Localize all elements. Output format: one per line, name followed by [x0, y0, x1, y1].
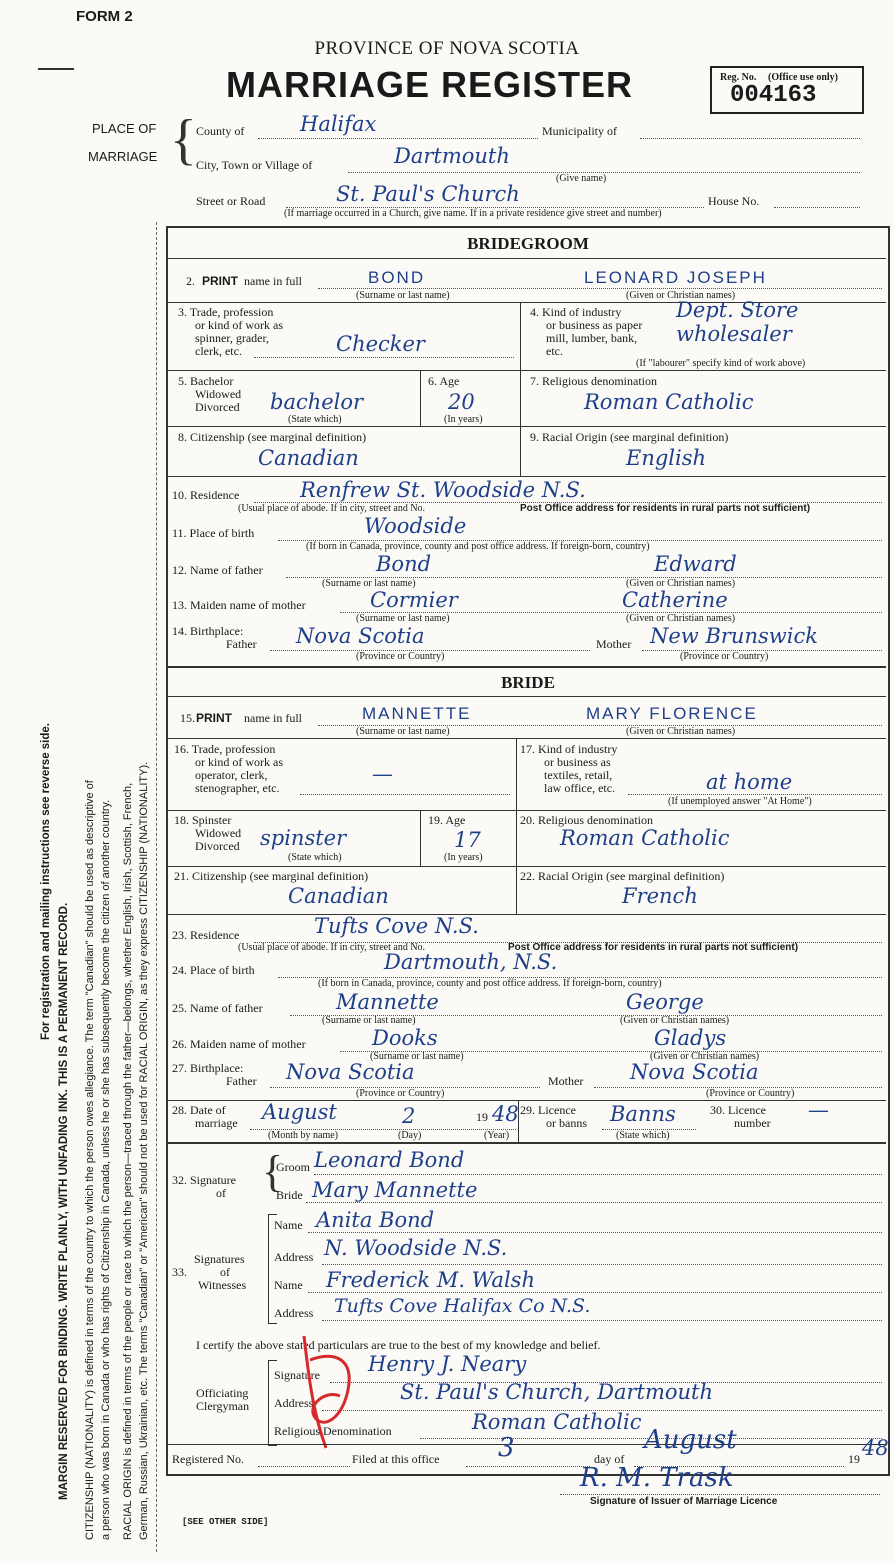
witness-1-name: Anita Bond: [316, 1208, 435, 1232]
surname-note: (Surname or last name): [370, 1051, 464, 1062]
bride-father-birthplace: Nova Scotia: [286, 1060, 415, 1084]
state-note: (State which): [288, 852, 342, 863]
f3-label-2: or kind of work as: [195, 318, 283, 332]
margin-racial-def-2: German, Russian, Ukrainian, etc. The terms "Canadian" or "American" should not be used for RACIAL ORIGIN, as they express CITIZENSHIP (NATIONALITY).: [138, 761, 150, 1540]
margin-instructions: For registration and mailing instructions see reverse side.: [40, 723, 52, 1040]
groom-heading: BRIDEGROOM: [467, 234, 589, 253]
f15-label-no: 15.: [180, 711, 195, 725]
bride-status: spinster: [260, 826, 347, 850]
groom-citizenship: Canadian: [258, 446, 359, 470]
registered-label: Registered No.: [172, 1452, 244, 1466]
place-label-2: MARRIAGE: [88, 149, 158, 164]
f33-label-3: Witnesses: [198, 1278, 247, 1292]
house-line: [774, 207, 860, 208]
bride-signature: Mary Mannette: [312, 1178, 478, 1202]
f2-label-print: PRINT: [202, 274, 238, 288]
surname-note: (Surname or last name): [356, 613, 450, 624]
witness-2-address: Tufts Cove Halifax Co N.S.: [334, 1295, 591, 1317]
groom-father-birthplace: Nova Scotia: [296, 624, 425, 648]
bride-heading: BRIDE: [501, 673, 555, 692]
bride-citizenship: Canadian: [288, 884, 389, 908]
marriage-month: August: [262, 1100, 337, 1124]
groom-given: LEONARD JOSEPH: [584, 268, 767, 287]
f17-label: 17. Kind of industry: [520, 742, 618, 756]
marriage-year-prefix: 19: [476, 1110, 488, 1124]
f3-label: 3. Trade, profession: [178, 305, 274, 319]
w1-name-label: Name: [274, 1218, 303, 1232]
f30-label-2: number: [734, 1116, 771, 1130]
margin-racial-def-1: RACIAL ORIGIN is defined in terms of the people or race to which the person—traced through the father—belongs, whether English, Irish, Scottish, French,: [122, 782, 134, 1540]
f17-label-4: law office, etc.: [544, 781, 616, 795]
place-label-1: PLACE OF: [92, 121, 157, 136]
county-label: County of: [196, 124, 245, 138]
f33-label-2: of: [220, 1265, 230, 1279]
filed-year-prefix: 19: [848, 1452, 860, 1466]
filed-month: August: [644, 1425, 737, 1455]
bride-sig-label: Bride: [276, 1188, 303, 1202]
bride-father-surname: Mannette: [336, 990, 439, 1014]
f33-label-1: Signatures: [194, 1252, 245, 1266]
prov-note: (Province or Country): [356, 651, 445, 662]
given-note: (Given or Christian names): [626, 726, 736, 737]
f2-label-no: 2.: [186, 274, 195, 288]
f33-label: 33.: [172, 1265, 187, 1279]
f7-label: 7. Religious denomination: [530, 374, 657, 388]
year-note: (Year): [484, 1130, 510, 1141]
certification-text: I certify the above stated particulars are true to the best of my knowledge and belief.: [196, 1338, 601, 1352]
f18-label-3: Divorced: [195, 839, 240, 853]
f16-label-3: operator, clerk,: [195, 768, 268, 782]
groom-status: bachelor: [270, 390, 364, 414]
years-note: (In years): [444, 852, 483, 863]
f14-mother-label: Mother: [596, 637, 632, 651]
f14-father-label: Father: [226, 637, 257, 651]
licence-number: —: [808, 1098, 829, 1122]
clergy-address: St. Paul's Church, Dartmouth: [400, 1380, 714, 1404]
f6-label: 6. Age: [428, 374, 460, 388]
birth-note: (If born in Canada, province, county and post office address. If foreign-born, country): [318, 978, 662, 989]
binding-mark: [38, 68, 74, 70]
bride-trade: —: [372, 762, 393, 786]
groom-industry-1: Dept. Store: [676, 298, 799, 322]
surname-note: (Surname or last name): [322, 1015, 416, 1026]
f27-label: 27. Birthplace:: [172, 1061, 244, 1075]
f22-label: 22. Racial Origin (see marginal definition): [520, 869, 725, 883]
clergyman-label-1: Officiating: [196, 1386, 249, 1400]
clergy-signature: Henry J. Neary: [368, 1352, 527, 1376]
prov-note: (Province or Country): [706, 1088, 795, 1099]
groom-sig-label: Groom: [276, 1160, 310, 1174]
margin-citizenship-def-2: a person who was born in Canada or who has rights of Citizenship in Canada, unless he or she has subsequently become the citizen of another country.: [100, 799, 112, 1540]
bride-residence: Tufts Cove N.S.: [314, 914, 479, 938]
bride-surname: MANNETTE: [362, 704, 472, 723]
reg-note: (Office use only): [768, 72, 838, 83]
years-note: (In years): [444, 414, 483, 425]
brace: {: [170, 109, 197, 171]
bride-mother-given: Gladys: [654, 1026, 727, 1050]
f18-label: 18. Spinster: [174, 813, 232, 827]
birth-note: (If born in Canada, province, county and post office address. If foreign-born, country): [306, 541, 650, 552]
day-of-label: day of: [594, 1452, 625, 1466]
f32-label: 32. Signature: [172, 1173, 236, 1187]
groom-mother-birthplace: New Brunswick: [650, 624, 818, 648]
f27-mother-label: Mother: [548, 1074, 584, 1088]
clergy-religion-label: Religious Denomination: [274, 1424, 392, 1438]
filed-day: 3: [498, 1433, 515, 1463]
f5-label-3: Divorced: [195, 400, 240, 414]
groom-religion: Roman Catholic: [584, 390, 754, 414]
bride-mother-birthplace: Nova Scotia: [630, 1060, 759, 1084]
clergy-sig-label: Signature: [274, 1368, 320, 1382]
province-heading: PROVINCE OF NOVA SCOTIA: [314, 38, 580, 59]
groom-mother-given: Catherine: [622, 588, 728, 612]
groom-trade: Checker: [336, 332, 425, 356]
street-label: Street or Road: [196, 194, 266, 208]
issuer-signature: R. M. Trask: [580, 1463, 734, 1493]
groom-birthplace: Woodside: [364, 514, 467, 538]
residence-note-b: Post Office address for residents in rural parts not sufficient): [508, 942, 799, 953]
f13-label: 13. Maiden name of mother: [172, 598, 306, 612]
state-note: (State which): [616, 1130, 670, 1141]
f14-label: 14. Birthplace:: [172, 624, 244, 638]
groom-father-surname: Bond: [376, 552, 432, 576]
city-value: Dartmouth: [394, 144, 510, 168]
clergyman-label-2: Clergyman: [196, 1399, 250, 1413]
municipality-label: Municipality of: [542, 124, 617, 138]
f3-label-3: spinner, grader,: [195, 331, 270, 345]
groom-father-given: Edward: [654, 552, 737, 576]
f4-label-4: etc.: [546, 344, 563, 358]
prov-note: (Province or Country): [680, 651, 769, 662]
f24-label: 24. Place of birth: [172, 963, 255, 977]
f23-label: 23. Residence: [172, 928, 240, 942]
bride-given: MARY FLORENCE: [586, 704, 758, 723]
see-other-side: [SEE OTHER SIDE]: [182, 1517, 269, 1527]
f15-label-print: PRINT: [196, 711, 232, 725]
f17-label-3: textiles, retail,: [544, 768, 613, 782]
f5-label-2: Widowed: [195, 387, 242, 401]
witness-1-address: N. Woodside N.S.: [324, 1236, 508, 1260]
f12-label: 12. Name of father: [172, 563, 263, 577]
f16-label: 16. Trade, profession: [174, 742, 276, 756]
church-note: (If marriage occurred in a Church, give name. If in a private residence give street and number): [284, 208, 662, 219]
house-label: House No.: [708, 194, 760, 208]
f26-label: 26. Maiden name of mother: [172, 1037, 306, 1051]
bride-birthplace: Dartmouth, N.S.: [384, 950, 558, 974]
f4-note: (If "labourer" specify kind of work above): [636, 358, 806, 369]
filed-label: Filed at this office: [352, 1452, 440, 1466]
f8-label: 8. Citizenship (see marginal definition): [178, 430, 367, 444]
reg-number: 004163: [730, 82, 817, 109]
f30-label: 30. Licence: [710, 1103, 766, 1117]
bride-age: 17: [454, 828, 481, 852]
filed-year: 48: [862, 1436, 889, 1460]
prov-note: (Province or Country): [356, 1088, 445, 1099]
clergy-address-label: Address: [274, 1396, 314, 1410]
bride-racial: French: [622, 884, 698, 908]
given-note: (Given or Christian names): [620, 1015, 730, 1026]
f16-label-4: stenographer, etc.: [195, 781, 280, 795]
f17-label-2: or business as: [544, 755, 611, 769]
groom-residence: Renfrew St. Woodside N.S.: [300, 478, 586, 502]
f17-note: (If unemployed answer "At Home"): [668, 796, 812, 807]
surname-note: (Surname or last name): [356, 726, 450, 737]
given-note: (Given or Christian names): [650, 1051, 760, 1062]
residence-note: (Usual place of abode. If in city, street and No.: [238, 942, 426, 953]
f28-label: 28. Date of: [172, 1103, 226, 1117]
give-name-note: (Give name): [556, 173, 607, 184]
witness-2-name: Frederick M. Walsh: [326, 1268, 535, 1292]
given-note: (Given or Christian names): [626, 290, 736, 301]
residence-note: (Usual place of abode. If in city, street and No.: [238, 503, 426, 514]
f32-label-2: of: [216, 1186, 226, 1200]
residence-note-b: Post Office address for residents in rural parts not sufficient): [520, 503, 811, 514]
form-number: FORM 2: [76, 8, 133, 25]
w2-name-label: Name: [274, 1278, 303, 1292]
f15-label-rest: name in full: [244, 711, 302, 725]
f28-label-2: marriage: [195, 1116, 238, 1130]
f11-label: 11. Place of birth: [172, 526, 255, 540]
f4-label-3: mill, lumber, bank,: [546, 331, 638, 345]
bride-mother-surname: Dooks: [372, 1026, 438, 1050]
marriage-year: 48: [492, 1102, 519, 1126]
bride-religion: Roman Catholic: [560, 826, 730, 850]
brace: {: [262, 1147, 284, 1196]
surname-note: (Surname or last name): [356, 290, 450, 301]
groom-industry-2: wholesaler: [676, 322, 792, 346]
f29-label: 29. Licence: [520, 1103, 576, 1117]
groom-age: 20: [448, 390, 475, 414]
county-line: [258, 138, 538, 139]
month-note: (Month by name): [268, 1130, 338, 1141]
city-label: City, Town or Village of: [196, 158, 313, 172]
f27-father-label: Father: [226, 1074, 257, 1088]
w2-address-label: Address: [274, 1306, 314, 1320]
given-note: (Given or Christian names): [626, 613, 736, 624]
margin-citizenship-def-1: CITIZENSHIP (NATIONALITY) is defined in terms of the country to which the person owes allegiance. The term "Canadian" should be used as descriptive of: [84, 780, 96, 1540]
f3-label-4: clerk, etc.: [195, 344, 242, 358]
f29-label-2: or banns: [546, 1116, 587, 1130]
f4-label-2: or business as paper: [546, 318, 643, 332]
municipality-line: [640, 138, 860, 139]
red-check-mark: [296, 1330, 366, 1454]
f20-label: 20. Religious denomination: [520, 813, 653, 827]
groom-signature: Leonard Bond: [314, 1148, 465, 1172]
f19-label: 19. Age: [428, 813, 466, 827]
f21-label: 21. Citizenship (see marginal definition): [174, 869, 369, 883]
f10-label: 10. Residence: [172, 488, 240, 502]
groom-surname: BOND: [368, 268, 426, 287]
bride-industry: at home: [706, 770, 793, 794]
bride-father-given: George: [626, 990, 704, 1014]
page-title: MARRIAGE REGISTER: [226, 64, 634, 105]
f9-label: 9. Racial Origin (see marginal definition): [530, 430, 729, 444]
margin-binding-note: MARGIN RESERVED FOR BINDING. WRITE PLAINLY, WITH UNFADING INK. THIS IS A PERMANENT RECORD.: [58, 902, 70, 1500]
surname-note: (Surname or last name): [322, 578, 416, 589]
street-value: St. Paul's Church: [336, 182, 520, 206]
clergy-religion: Roman Catholic: [472, 1410, 642, 1434]
licence-type: Banns: [610, 1102, 676, 1126]
f16-label-2: or kind of work as: [195, 755, 283, 769]
marriage-day: 2: [402, 1104, 416, 1128]
day-note: (Day): [398, 1130, 422, 1141]
f18-label-2: Widowed: [195, 826, 242, 840]
state-note: (State which): [288, 414, 342, 425]
w1-address-label: Address: [274, 1250, 314, 1264]
f4-label: 4. Kind of industry: [530, 305, 622, 319]
f2-label-rest: name in full: [244, 274, 302, 288]
issuer-label: Signature of Issuer of Marriage Licence: [590, 1496, 778, 1507]
county-value: Halifax: [300, 112, 377, 136]
reg-label: Reg. No.: [720, 72, 757, 83]
margin-fold-line: [156, 222, 157, 1552]
given-note: (Given or Christian names): [626, 578, 736, 589]
f5-label: 5. Bachelor: [178, 374, 234, 388]
groom-mother-surname: Cormier: [370, 588, 458, 612]
groom-racial: English: [626, 446, 707, 470]
reg-number-box: [710, 66, 864, 114]
f25-label: 25. Name of father: [172, 1001, 263, 1015]
